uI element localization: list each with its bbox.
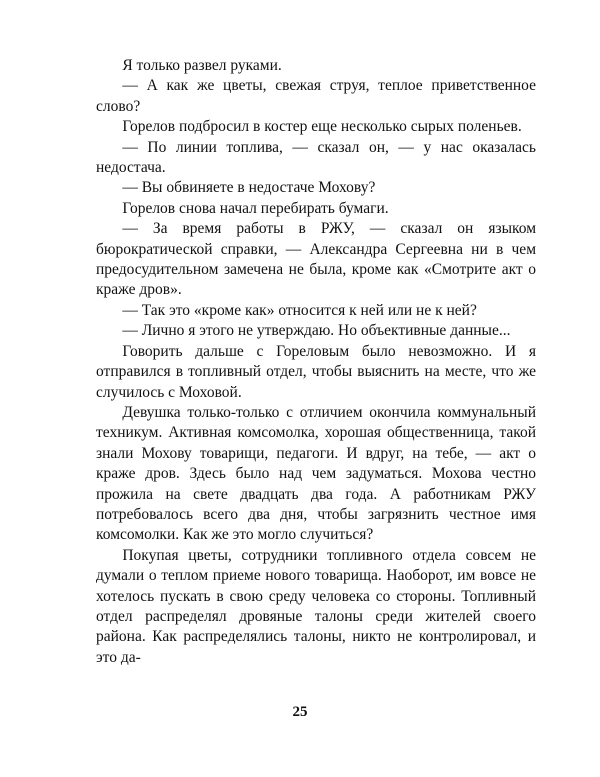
paragraph: Горелов подбросил в костер еще несколько сырых поленьев. <box>122 118 522 136</box>
paragraph: Горелов снова начал перебирать бумаги. <box>122 199 389 217</box>
paragraph: — Лично я этого не утверждаю. Но объективные данные... <box>122 322 511 340</box>
paragraph: Девушка только-только с отличием окончила коммунальный техникум. Активная комсомолка, хорошая общественница, такой знали Мохову товарищи, педагоги. И вдруг, на тебе, — акт о краже дров. Здесь было над чем задуматься. Мохова честно прожила на свете двадцать два года. А работникам РЖУ потребовалось всего два дня, чтобы загрязнить честное имя комсомолки. Как же это могло случиться? <box>96 403 536 544</box>
paragraph: — По линии топлива, — сказал он, — у нас оказалась недостача. <box>96 138 536 177</box>
paragraph: Я только развел руками. <box>122 57 282 74</box>
paragraph: — А как же цветы, свежая струя, теплое приветственное слово? <box>96 77 536 115</box>
paragraph: Покупая цветы, сотрудники топливного отдела совсем не думали о теплом приеме нового товарища. Наоборот, им вовсе не хотелось пускать в свою среду человека со стороны. Топливный отдел распределял дровяные талоны среди жителей своего района. Как распределялись талоны, никто не контролировал, и это да- <box>96 546 536 666</box>
page-body-text <box>96 56 536 668</box>
paragraph: — За время работы в РЖУ, — сказал он языком бюрократической справки, — Александра Сергеевна ни в чем предосудительном замечена не была, кроме как «Смотрите акт о краже дров». <box>96 220 536 299</box>
page-number: 25 <box>292 704 308 720</box>
paragraph: — Вы обвиняете в недостаче Мохову? <box>122 179 376 197</box>
paragraph: Говорить дальше с Гореловым было невозможно. И я отправился в топливный отдел, чтобы выяснить на месте, что же случилось с Моховой. <box>96 342 536 401</box>
paragraph: — Так это «кроме как» относится к ней или не к ней? <box>122 301 477 319</box>
